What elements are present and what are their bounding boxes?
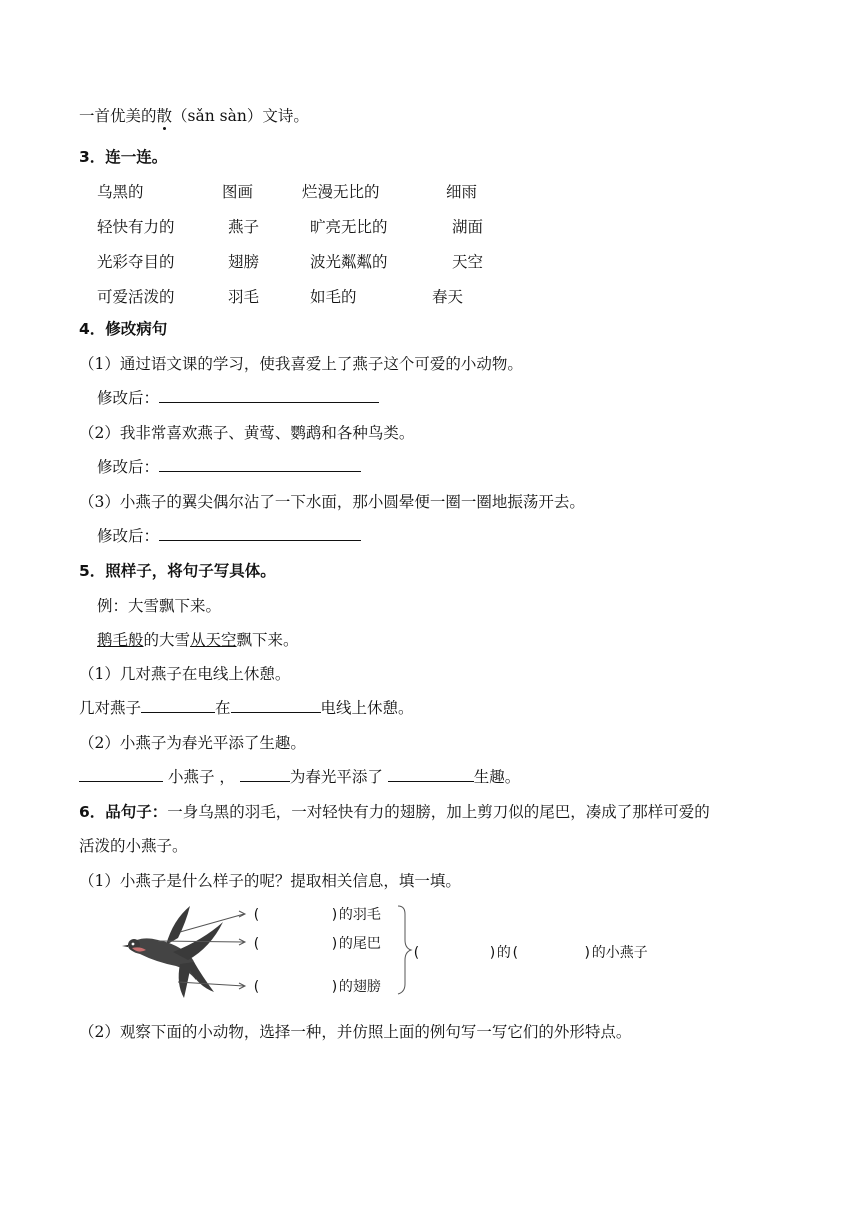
diagram-summary-end: )的小燕子 xyxy=(583,945,648,961)
q5-item2-part2: 为春光平添了 xyxy=(289,768,383,786)
diagram-wings-label: )的翅膀 xyxy=(330,979,381,995)
q3-r4-c4: 春天 xyxy=(432,288,464,306)
q6-quote-line-1 xyxy=(79,802,710,822)
q3-r3-c1: 光彩夺目的 xyxy=(97,253,175,271)
q6-swallow-diagram xyxy=(118,900,698,1000)
q3-r2-c4: 湖面 xyxy=(452,218,484,236)
q5-example-text-2: 飘下来。 xyxy=(236,631,299,649)
q4-sentence-3: （3）小燕子的翼尖偶尔沾了一下水面，那小圆晕便一圈一圈地振荡开去。 xyxy=(79,493,585,511)
q5-item1-part1: 几对燕子 xyxy=(79,699,142,717)
q6-title: 6．品句子： xyxy=(79,803,168,821)
q6-sub-question-1: （1）小燕子是什么样子的呢？提取相关信息，填一填。 xyxy=(79,872,461,890)
q5-item1-sentence: （1）几对燕子在电线上休憩。 xyxy=(79,665,291,683)
q5-item2-part3: 生趣。 xyxy=(473,768,521,786)
q5-item2-blank1[interactable] xyxy=(79,767,163,782)
intro-dotted-char: 散 xyxy=(156,107,173,125)
q5-item1-part2: 在 xyxy=(215,699,231,717)
diagram-tail-blank[interactable] xyxy=(260,934,330,948)
diagram-fill-wings xyxy=(252,976,381,996)
intro-text-before: 一首优美的 xyxy=(79,107,157,125)
q3-r1-c2: 图画 xyxy=(222,183,254,201)
diagram-fill-feathers xyxy=(252,904,381,924)
q3-r4-c3: 如毛的 xyxy=(310,288,357,306)
q5-item2-fill xyxy=(79,767,520,787)
q4-answer-row-2 xyxy=(97,457,361,477)
q5-item1-fill xyxy=(79,698,414,718)
diagram-tail-open-paren: ( xyxy=(252,936,261,952)
diagram-summary-open-paren: ( xyxy=(412,945,421,961)
q4-answer-blank-1[interactable] xyxy=(159,388,379,403)
q5-item2-blank2[interactable] xyxy=(240,767,290,782)
diagram-tail-label: )的尾巴 xyxy=(330,936,381,952)
q4-answer-row-3 xyxy=(97,526,361,546)
q5-item1-blank1[interactable] xyxy=(141,698,215,713)
q3-r3-c2: 翅膀 xyxy=(228,253,260,271)
q5-item2-sentence: （2）小燕子为春光平添了生趣。 xyxy=(79,734,306,752)
q6-sub-question-2: （2）观察下面的小动物，选择一种，并仿照上面的例句写一写它们的外形特点。 xyxy=(79,1023,632,1041)
q5-item1-blank2[interactable] xyxy=(231,698,321,713)
q3-r1-c4: 细雨 xyxy=(446,183,478,201)
q3-r4-c2: 羽毛 xyxy=(228,288,260,306)
intro-text-after: （sǎn sàn）文诗。 xyxy=(172,107,309,125)
q4-answer-label-2: 修改后： xyxy=(97,458,160,476)
diagram-wings-open-paren: ( xyxy=(252,979,261,995)
q5-example-underlined-1: 鹅毛般 xyxy=(97,631,144,649)
q5-example-text-1: 的大雪 xyxy=(143,631,191,649)
q5-title: 5．照样子，将句子写具体。 xyxy=(79,562,276,580)
q5-item2-part1: 小燕子 ， xyxy=(167,768,235,786)
q3-r2-c2: 燕子 xyxy=(228,218,260,236)
q6-quote-text-1: 一身乌黑的羽毛，一对轻快有力的翅膀，加上剪刀似的尾巴，凑成了那样可爱的 xyxy=(167,803,710,821)
diagram-summary-blank-1[interactable] xyxy=(420,943,488,957)
q5-example-label: 例：大雪飘下来。 xyxy=(97,597,222,615)
diagram-summary-blank-2[interactable] xyxy=(519,943,583,957)
diagram-fill-summary xyxy=(412,942,648,962)
q3-r3-c4: 天空 xyxy=(452,253,484,271)
q4-sentence-2: （2）我非常喜欢燕子、黄莺、鹦鹉和各种鸟类。 xyxy=(79,424,415,442)
diagram-feathers-open-paren: ( xyxy=(252,907,261,923)
q4-answer-label-1: 修改后： xyxy=(97,389,160,407)
diagram-feathers-label: )的羽毛 xyxy=(330,907,381,923)
q5-example-sentence xyxy=(97,630,299,650)
q4-sentence-1: （1）通过语文课的学习，使我喜爱上了燕子这个可爱的小动物。 xyxy=(79,355,523,373)
q5-item1-part3: 电线上休憩。 xyxy=(320,699,414,717)
q5-item2-blank3[interactable] xyxy=(388,767,474,782)
q3-r2-c3: 旷亮无比的 xyxy=(310,218,388,236)
intro-line xyxy=(79,106,309,126)
q3-r1-c3: 烂漫无比的 xyxy=(302,183,380,201)
diagram-wings-blank[interactable] xyxy=(260,977,330,991)
q6-quote-line-2: 活泼的小燕子。 xyxy=(79,837,188,855)
q3-r4-c1: 可爱活泼的 xyxy=(97,288,175,306)
q4-answer-row-1 xyxy=(97,388,379,408)
q3-r2-c1: 轻快有力的 xyxy=(97,218,175,236)
q4-answer-label-3: 修改后： xyxy=(97,527,160,545)
q3-r3-c3: 波光粼粼的 xyxy=(310,253,388,271)
q4-title: 4．修改病句 xyxy=(79,320,168,338)
q4-answer-blank-2[interactable] xyxy=(159,457,361,472)
q5-example-underlined-2: 从天空 xyxy=(190,631,237,649)
diagram-fill-tail xyxy=(252,933,381,953)
diagram-summary-mid: )的( xyxy=(488,945,520,961)
q3-title: 3．连一连。 xyxy=(79,148,168,166)
q4-answer-blank-3[interactable] xyxy=(159,526,361,541)
q3-r1-c1: 乌黑的 xyxy=(97,183,144,201)
diagram-feathers-blank[interactable] xyxy=(260,905,330,919)
